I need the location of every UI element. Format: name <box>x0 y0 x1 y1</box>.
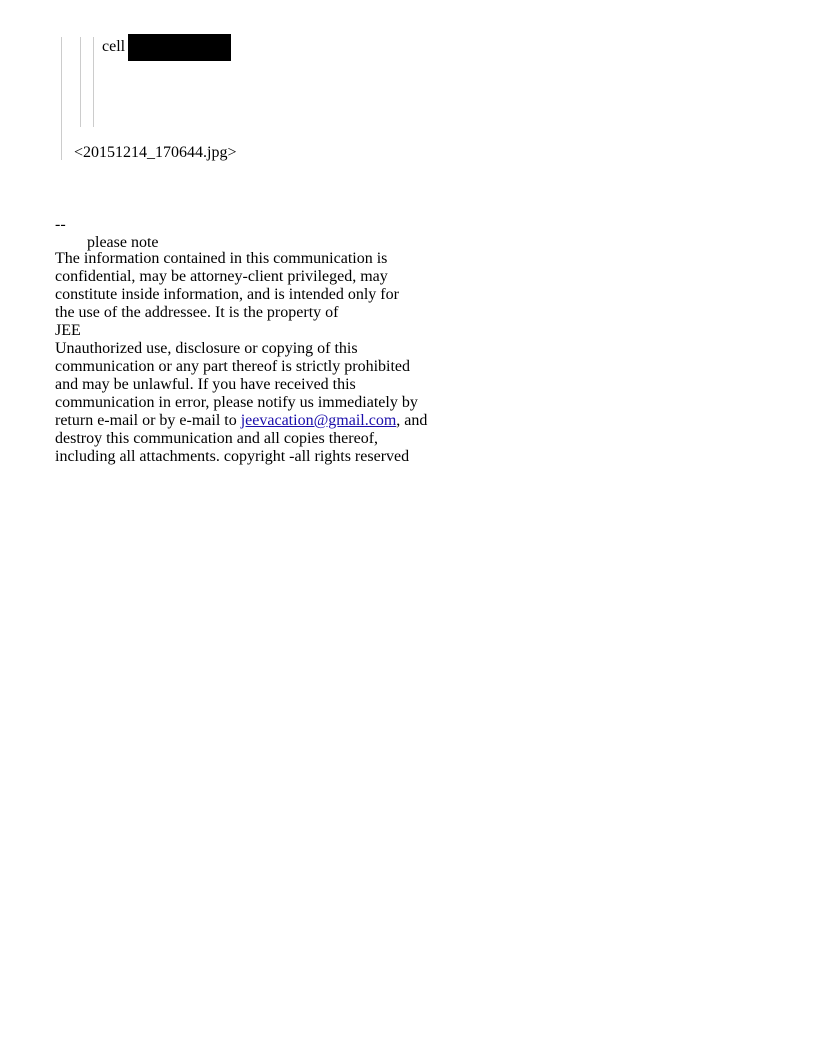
email-line-prefix: return e-mail or by e-mail to <box>55 412 241 429</box>
note-heading: please note <box>87 234 159 251</box>
redaction-block <box>128 34 231 61</box>
attachment-name: <20151214_170644.jpg> <box>74 144 237 161</box>
disclaimer-line: including all attachments. copyright -all rights reserved <box>55 448 410 465</box>
email-line-suffix: , and <box>396 412 428 429</box>
quote-bar-middle <box>80 37 81 127</box>
disclaimer-line: destroy this communication and all copies thereof, <box>55 430 379 447</box>
disclaimer-line: and may be unlawful. If you have received this <box>55 376 356 393</box>
disclaimer-line: confidential, may be attorney-client privileged, may <box>55 268 388 285</box>
quote-bar-inner <box>93 37 94 127</box>
disclaimer-line: the use of the addressee. It is the property of <box>55 304 339 321</box>
disclaimer-line: communication or any part thereof is strictly prohibited <box>55 358 411 375</box>
disclaimer-line: Unauthorized use, disclosure or copying of this <box>55 340 358 357</box>
cell-label: cell <box>102 38 126 55</box>
disclaimer-line: constitute inside information, and is intended only for <box>55 286 399 303</box>
quote-bar-outer <box>61 37 62 160</box>
disclaimer-line: The information contained in this communication is <box>55 250 388 267</box>
disclaimer-line: communication in error, please notify us immediately by <box>55 394 418 411</box>
signature-separator: -- <box>55 216 66 233</box>
confidentiality-disclaimer <box>55 250 427 466</box>
disclaimer-email-line <box>55 412 427 430</box>
email-link[interactable]: jeevacation@gmail.com <box>240 412 397 429</box>
disclaimer-line: JEE <box>55 322 81 339</box>
